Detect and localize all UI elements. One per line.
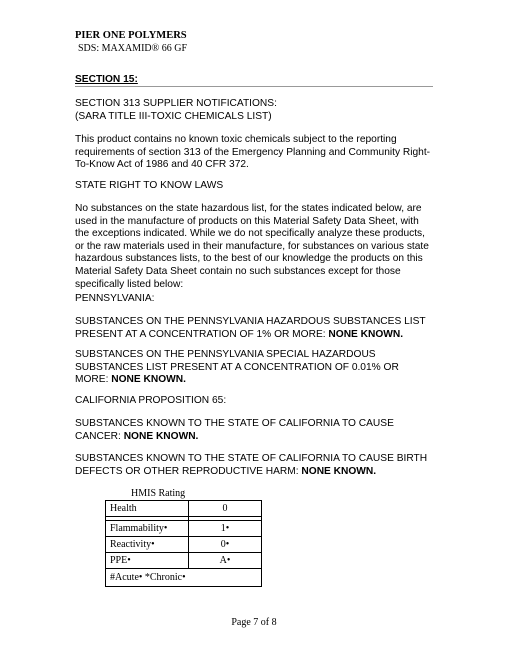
table-row — [106, 569, 262, 587]
sara-paragraph: This product contains no known toxic chemicals subject to the reporting requirements of section 313 of the Emergency Planning and Community Right-To-Know Act of 1986 and 40 CFR 372. — [75, 134, 431, 171]
sara-heading — [75, 98, 435, 123]
hmis-title: HMIS Rating — [131, 488, 186, 499]
hmis-table — [105, 500, 262, 587]
hmis-value: 1• — [189, 521, 262, 537]
pa-special-text: SUBSTANCES ON THE PENNSYLVANIA SPECIAL HAZARDOUS SUBSTANCES LIST PRESENT AT A CONCENTRATION OF 0.01% OR MORE: — [75, 349, 399, 386]
ca-birth-defects-text: SUBSTANCES KNOWN TO THE STATE OF CALIFORNIA TO CAUSE BIRTH DEFECTS OR OTHER REPRODUCTIVE HARM: — [75, 453, 428, 477]
hmis-label: PPE• — [106, 553, 189, 569]
pa-hazardous-text: SUBSTANCES ON THE PENNSYLVANIA HAZARDOUS SUBSTANCES LIST PRESENT AT A CONCENTRATION OF 1% OR MORE: — [75, 316, 426, 340]
section-title: SECTION 15: — [75, 74, 433, 87]
table-row — [106, 537, 262, 553]
table-row — [106, 501, 262, 517]
document-subtitle: SDS: MAXAMID® 66 GF — [78, 43, 188, 54]
ca-birth-defects-result: NONE KNOWN. — [301, 465, 377, 477]
hmis-value: A• — [189, 553, 262, 569]
sara-heading-line1: SECTION 313 SUPPLIER NOTIFICATIONS: — [75, 98, 277, 109]
company-name: PIER ONE POLYMERS — [75, 30, 187, 41]
table-row — [106, 553, 262, 569]
ca-cancer-result: NONE KNOWN. — [123, 430, 199, 442]
pa-hazardous-result: NONE KNOWN. — [328, 328, 404, 340]
pa-hazardous-paragraph — [75, 316, 435, 341]
table-row — [106, 521, 262, 537]
ca-birth-defects-paragraph — [75, 453, 435, 478]
pa-special-paragraph — [75, 349, 435, 387]
hmis-label: Flammability• — [106, 521, 189, 537]
pa-special-result: NONE KNOWN. — [111, 374, 186, 386]
state-laws-heading: STATE RIGHT TO KNOW LAWS — [75, 180, 224, 191]
california-heading: CALIFORNIA PROPOSITION 65: — [75, 395, 227, 406]
pennsylvania-heading: PENNSYLVANIA: — [75, 293, 155, 304]
hmis-value: 0• — [189, 537, 262, 553]
page-number: Page 7 of 8 — [231, 617, 277, 628]
hmis-value: 0 — [189, 501, 262, 517]
state-laws-paragraph: No substances on the state hazardous list, for the states indicated below, are used in the manufacture of products on this Material Safety Data Sheet, with the exceptions indicated. While we do not specifically analyze these products, or the raw materials used in their manufacture, for substances on various state hazardous substances lists, to the best of our knowledge the products on this Material Safety Data Sheet contain no such substances except for those specifically listed below: — [75, 203, 429, 290]
sara-heading-line2: (SARA TITLE III-TOXIC CHEMICALS LIST) — [75, 110, 272, 122]
ca-cancer-paragraph — [75, 418, 435, 443]
hmis-label: Reactivity• — [106, 537, 189, 553]
hmis-footnote: #Acute• *Chronic• — [106, 569, 262, 587]
hmis-label: Health — [106, 501, 189, 517]
ca-cancer-text: SUBSTANCES KNOWN TO THE STATE OF CALIFORNIA TO CAUSE CANCER: — [75, 418, 394, 442]
